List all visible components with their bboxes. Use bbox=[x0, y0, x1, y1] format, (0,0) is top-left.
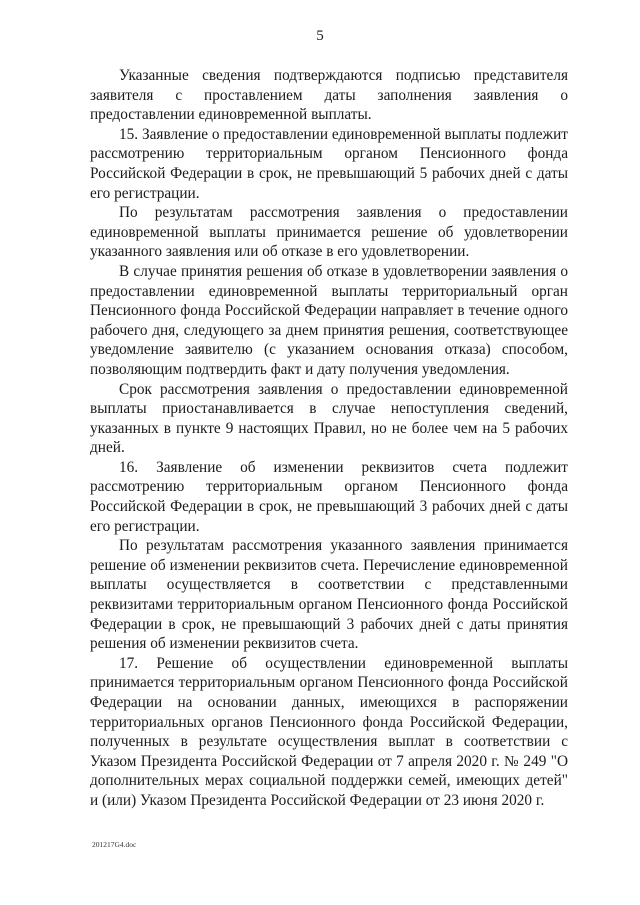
footer-filename: 201217G4.doc bbox=[92, 840, 137, 849]
document-body bbox=[90, 66, 568, 811]
paragraph: 15. Заявление о предоставлении единовременной выплаты подлежит рассмотрению территориальным органом Пенсионного фонда Российской Федерации в срок, не превышающий 5 рабочих дней с даты его регистрации. bbox=[90, 125, 568, 202]
paragraph: 17. Решение об осуществлении единовременной выплаты принимается территориальным органом Пенсионного фонда Российской Федерации на основании данных, имеющихся в распоряжении территориальных органов Пенсионного фонда Российской Федерации, полученных в результате осуществления выплат в соответствии с Указом Президента Российской Федерации от 7 апреля 2020 г. № 249 "О дополнительных мерах социальной поддержки семей, имеющих детей" и (или) Указом Президента Российской Федерации от 23 июня 2020 г. bbox=[90, 654, 568, 809]
paragraph: Указанные сведения подтверждаются подписью представителя заявителя с проставлением даты заполнения заявления о предоставлении единовременной выплаты. bbox=[90, 67, 568, 124]
paragraph: 16. Заявление об изменении реквизитов счета подлежит рассмотрению территориальным органом Пенсионного фонда Российской Федерации в срок, не превышающий 3 рабочих дней с даты его регистрации. bbox=[90, 458, 568, 535]
paragraph: По результатам рассмотрения заявления о предоставлении единовременной выплаты принимается решение об удовлетворении указанного заявления или об отказе в его удовлетворении. bbox=[90, 204, 568, 261]
paragraph: В случае принятия решения об отказе в удовлетворении заявления о предоставлении единовременной выплаты территориальный орган Пенсионного фонда Российской Федерации направляет в течение одного рабочего дня, следующего за днем принятия решения, соответствующее уведомление заявителю (с указанием основания отказа) способом, позволяющим подтвердить факт и дату получения уведомления. bbox=[90, 262, 568, 378]
paragraph: Срок рассмотрения заявления о предоставлении единовременной выплаты приостанавливается в случае непоступления сведений, указанных в пункте 9 настоящих Правил, но не более чем на 5 рабочих дней. bbox=[90, 380, 568, 457]
page-number: 5 bbox=[316, 28, 324, 44]
paragraph: По результатам рассмотрения указанного заявления принимается решение об изменении реквизитов счета. Перечисление единовременной выплаты осуществляется в соответствии с представленными реквизитами территориальным органом Пенсионного фонда Российской Федерации в срок, не превышающий 3 рабочих дней с даты принятия решения об изменении реквизитов счета. bbox=[90, 537, 568, 653]
